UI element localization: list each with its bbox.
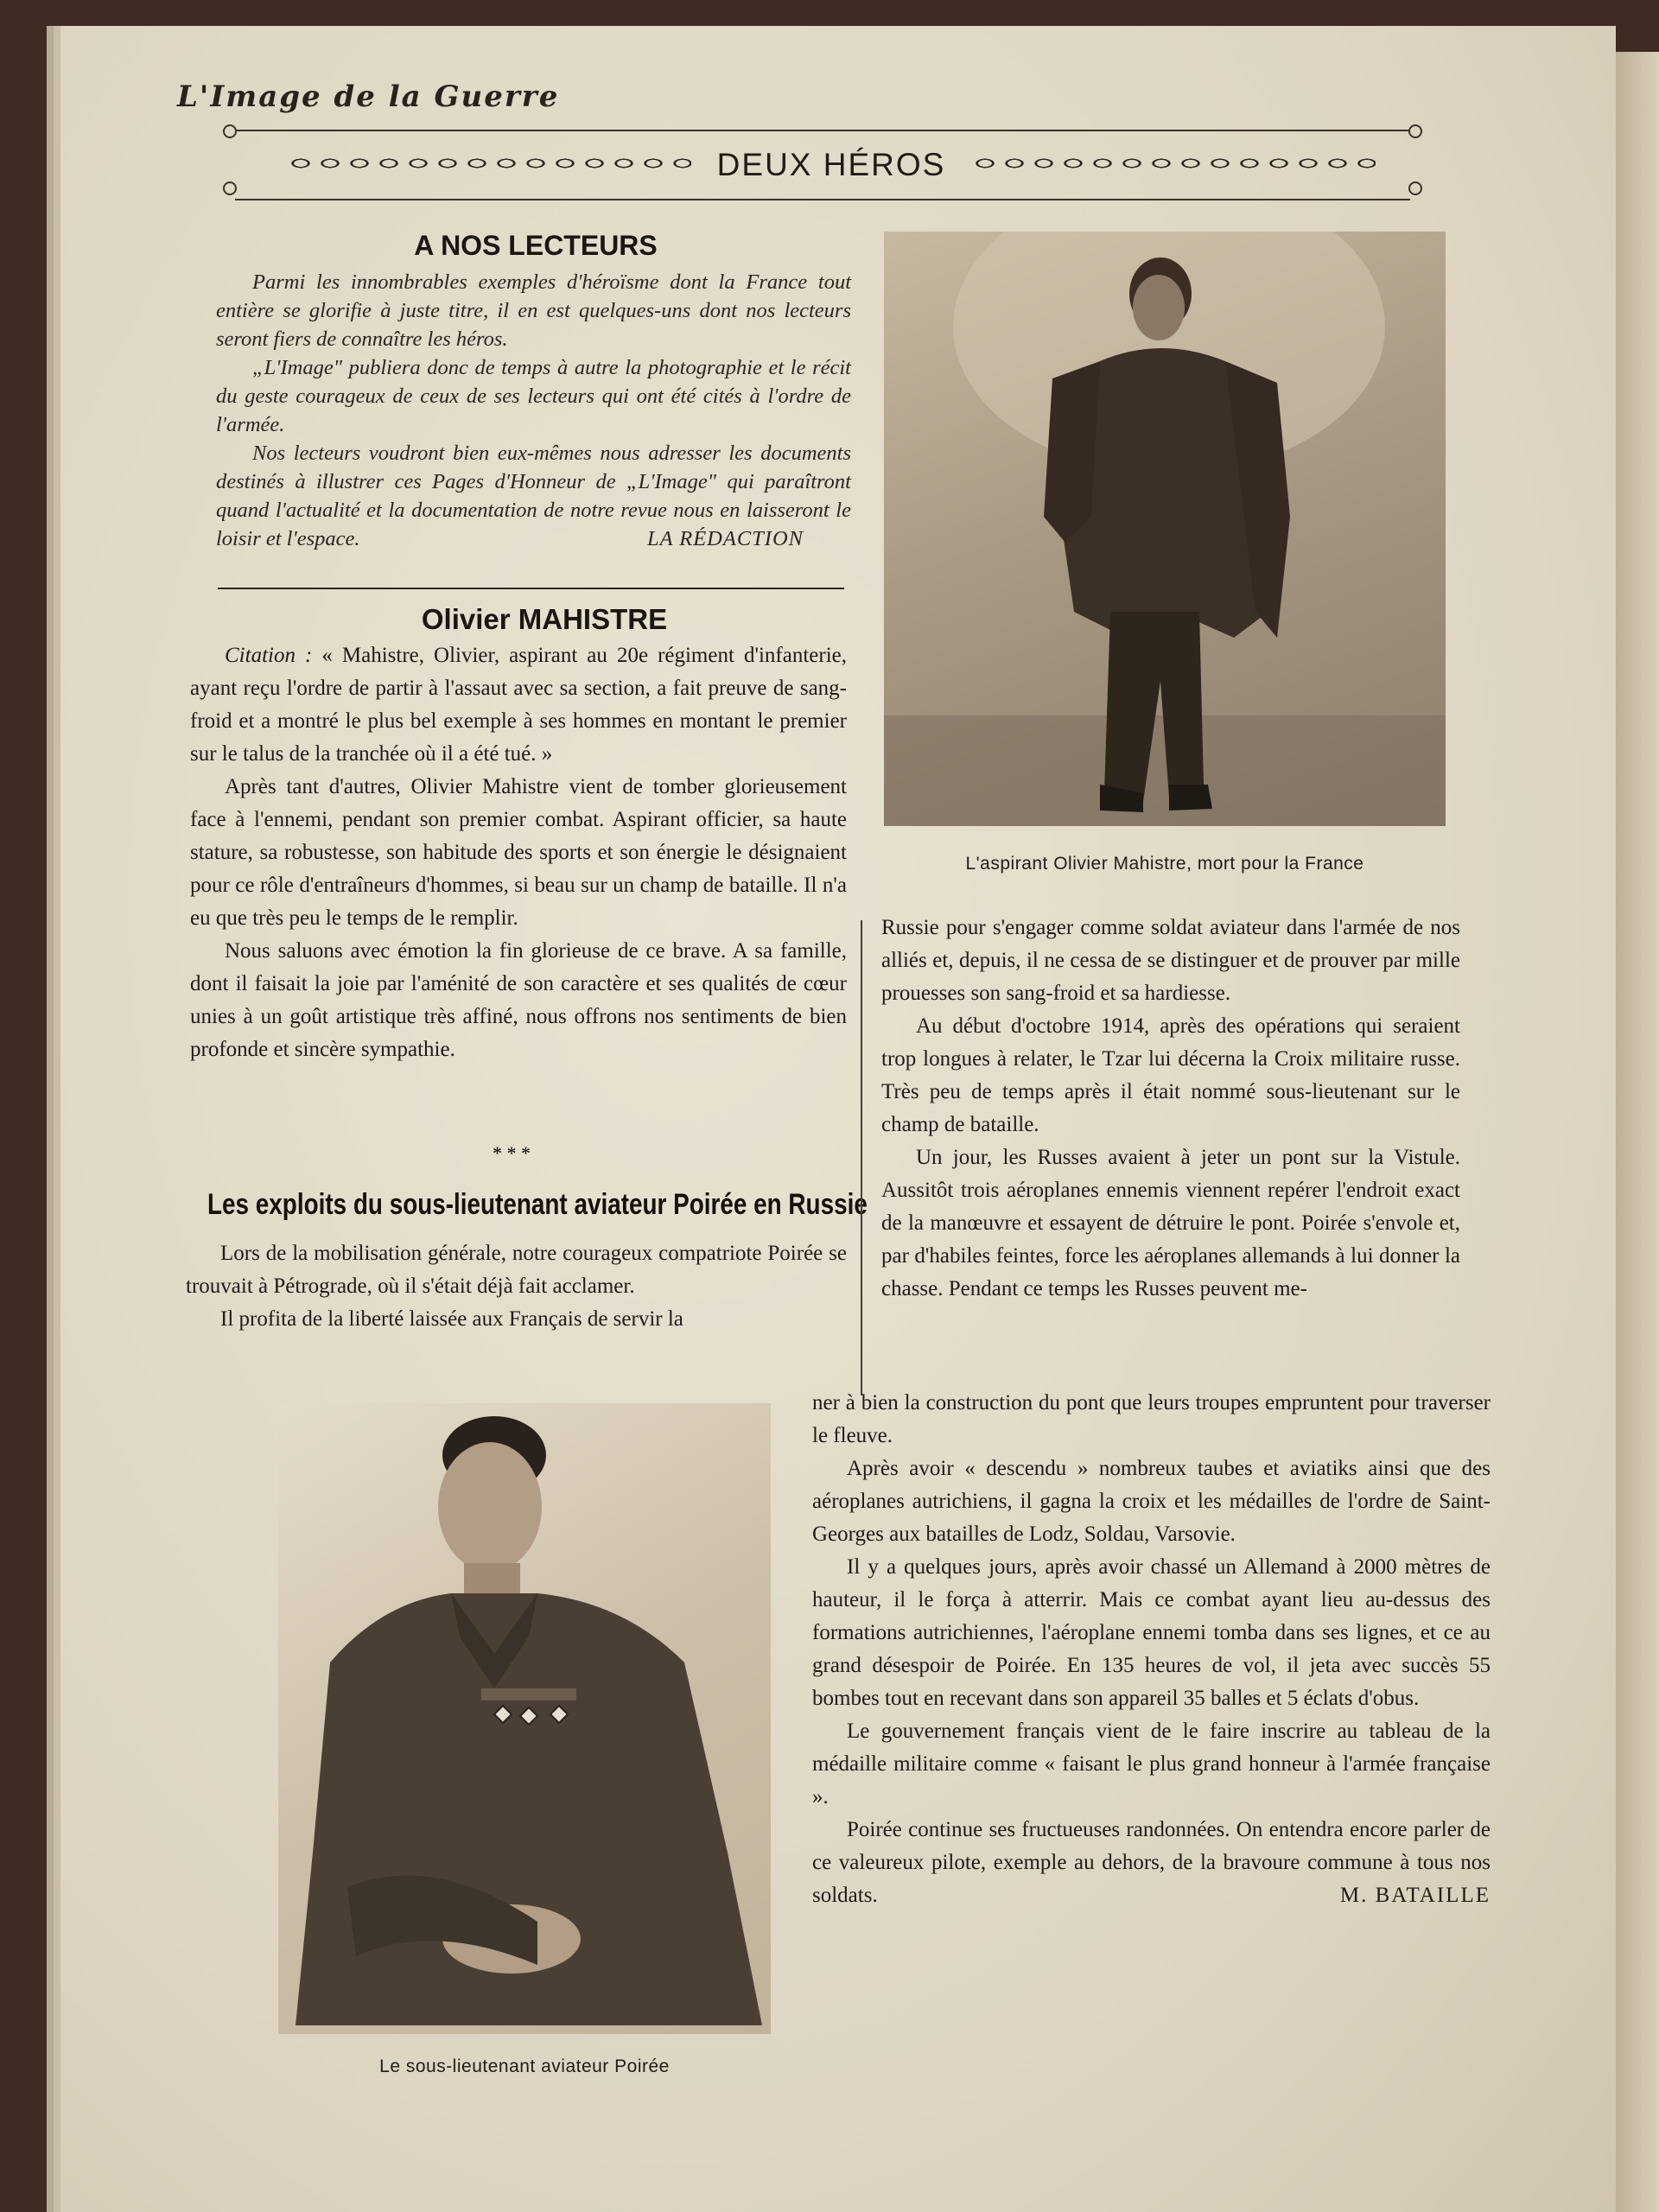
poiree-heading: Les exploits du sous-lieutenant aviateur Poirée en Russie (207, 1188, 868, 1221)
article-paragraph: Au début d'octobre 1914, après des opérations qui seraient trop longues à relater, le Tzar lui décerna la Croix militaire russe. Très peu de temps après il était nommé sous-lieutenant sur le champ de bataille. (881, 1014, 1460, 1136)
article-paragraph: Poirée continue ses fructueuses randonnées. On entendra encore parler de ce valeureux pilote, exemple au dehors, de la bravoure commune à tous nos soldats. M. BATAILLE (812, 1814, 1491, 1912)
photo-mahistre (884, 232, 1446, 826)
article-paragraph: Le gouvernement français vient de le faire inscrire au tableau de la médaille militaire comme « faisant le plus grand honneur à l'armée française ». (812, 1719, 1491, 1808)
banner-ornament (1408, 124, 1422, 138)
banner-ornament (223, 124, 237, 138)
mahistre-article (190, 639, 847, 1066)
portrait-standing-soldier (884, 232, 1446, 826)
photo-caption-poiree: Le sous-lieutenant aviateur Poirée (379, 2056, 670, 2076)
journal-title: L'Image de la Guerre (177, 79, 560, 114)
portrait-seated-aviator (278, 1403, 771, 2034)
citation-paragraph: Citation : « Mahistre, Olivier, aspirant au 20e régiment d'infanterie, ayant reçu l'ordre de partir à l'assaut avec sa section, a fait preuve de sang-froid et a montré le plus bel exemple à ses hommes en montant le premier sur le talus de la tranchée où il a été tué. » (190, 644, 847, 766)
article-paragraph: Après avoir « descendu » nombreux taubes et aviatiks ainsi que des aéroplanes autrichiens, il gagna la croix et les médailles de l'ordre de Saint-Georges aux batailles de Lodz, Soldau, Varsovie. (812, 1457, 1491, 1546)
article-paragraph: Nous saluons avec émotion la fin glorieuse de ce brave. A sa famille, dont il faisait la joie par l'aménité de son caractère et ses qualités de cœur unies à un goût artistique très affiné, nous offrons nos sentiments de bien profonde et sincère sympathie. (190, 939, 847, 1061)
article-paragraph: Lors de la mobilisation générale, notre courageux compatriote Poirée se trouvait à Pétrograde, où il s'était déjà fait acclamer. (186, 1242, 847, 1298)
citation-label: Citation : (225, 644, 313, 667)
poiree-article-right (881, 912, 1460, 1306)
mahistre-heading: Olivier MAHISTRE (421, 603, 668, 635)
article-paragraph: Il profita de la liberté laissée aux Français de servir la (220, 1307, 683, 1331)
article-paragraph: Après tant d'autres, Olivier Mahistre vient de tomber glorieusement face à l'ennemi, pendant son premier combat. Aspirant officier, sa haute stature, sa robustesse, son habitude des sports et son énergie le désignaient pour ce rôle d'entraîneurs d'hommes, si beau sur un champ de bataille. Il n'a eu que très peu le temps de le remplir. (190, 775, 847, 930)
lecteurs-signature: LA RÉDACTION (646, 527, 804, 550)
banner-ornament (223, 181, 237, 195)
lecteurs-paragraph: Nos lecteurs voudront bien eux-mêmes nous adresser les documents destinés à illustrer ces Pages d'Honneur de „L'Image" qui paraîtront quand l'actualité et la documentation de notre revue nous en laisseront le loisir et l'espace. LA RÉDACTION (216, 439, 851, 553)
chain-ornament-right (969, 156, 1376, 171)
article-paragraph: Russie pour s'engager comme soldat aviateur dans l'armée de nos alliés et, depuis, il ne cessa de se distinguer et de prouver par mille prouesses son sang-froid et sa hardiesse. (881, 916, 1460, 1005)
photo-poiree (278, 1403, 771, 2034)
photo-caption-mahistre: L'aspirant Olivier Mahistre, mort pour la France (965, 854, 1364, 874)
lecteurs-notice (216, 268, 851, 553)
chain-ornament-left (285, 156, 691, 171)
article-paragraph: Un jour, les Russes avaient à jeter un pont sur la Vistule. Aussitôt trois aéroplanes ennemis viennent repérer l'endroit exact de la manœuvre et essayent de détruire le pont. Poirée s'envole et, par d'habiles feintes, force les aéroplanes allemands à lui donner la chasse. Pendant ce temps les Russes peuvent me- (881, 1146, 1460, 1300)
article-paragraph: ner à bien la construction du pont que leurs troupes empruntent pour traverser le fleuve. (812, 1391, 1491, 1447)
banner-title: DEUX HÉROS (716, 147, 946, 182)
lecteurs-paragraph: „L'Image" publiera donc de temps à autre la photographie et le récit du geste courageux de ceux de ses lecteurs qui ont été cités à l'ordre de l'armée. (216, 356, 851, 436)
column-divider (861, 920, 862, 1395)
poiree-article-left (186, 1237, 847, 1336)
next-page-edge (1609, 52, 1659, 2212)
article-signature: M. BATAILLE (1339, 1884, 1491, 1907)
lecteurs-paragraph: Parmi les innombrables exemples d'héroïsme dont la France tout entière se glorifie à juste titre, il en est quelques-uns dont nos lecteurs seront fiers de connaître les héros. (216, 270, 851, 351)
banner-ornament (1408, 181, 1422, 195)
title-banner (235, 130, 1410, 200)
poiree-article-lower (812, 1387, 1491, 1912)
article-paragraph: Il y a quelques jours, après avoir chassé un Allemand à 2000 mètres de hauteur, il le força à atterrir. Mais ce combat ayant lieu au-dessus des formations autrichiennes, l'aéroplane ennemi tomba dans ses lignes, et ce au grand désespoir de Poirée. En 135 heures de vol, il jeta avec succès 55 bombes tout en recevant dans son appareil 35 balles et 5 éclats d'obus. (812, 1555, 1491, 1710)
section-rule (218, 588, 844, 589)
lecteurs-heading: A NOS LECTEURS (414, 230, 658, 261)
section-separator: * * * (493, 1142, 531, 1164)
